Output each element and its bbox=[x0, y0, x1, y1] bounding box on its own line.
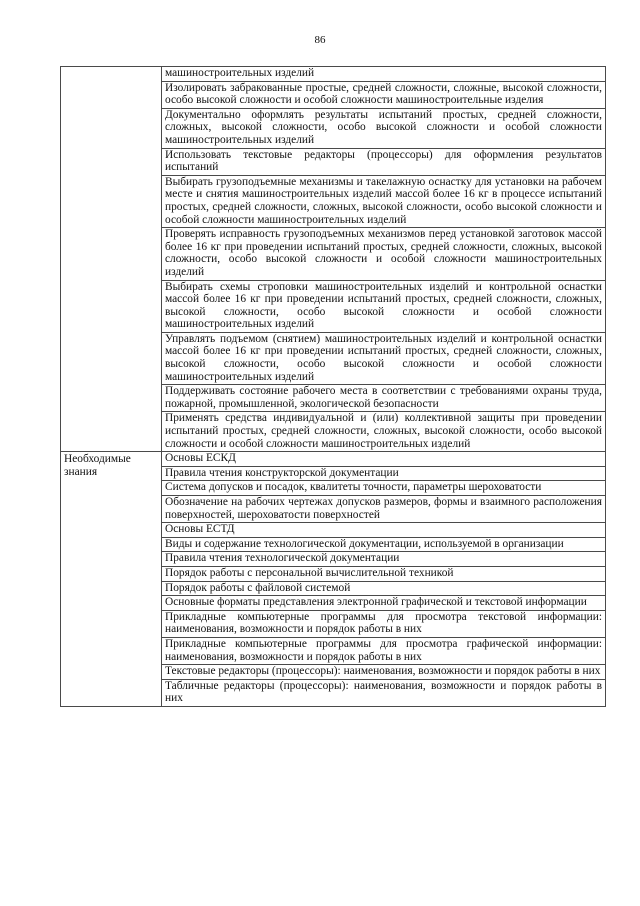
requirements-table-body bbox=[61, 67, 606, 707]
requirement-item: Выбирать грузоподъемные механизмы и такелажную оснастку для установки на рабочем месте и снятия машиностроительных изделий массой более 16 кг в процессе испытаний простых, средней сложности, сложных, высокой сложности, особо высокой сложности и особой сложности машиностроительных изделий bbox=[162, 175, 606, 227]
requirement-item: Порядок работы с файловой системой bbox=[162, 581, 606, 596]
requirement-item: Основы ЕСКД bbox=[162, 452, 606, 467]
requirement-item: Документально оформлять результаты испытаний простых, средней сложности, сложных, высокой сложности, особо высокой сложности и особой сложности машиностроительных изделий bbox=[162, 108, 606, 148]
requirement-item: Виды и содержание технологической документации, используемой в организации bbox=[162, 537, 606, 552]
requirement-item: Основы ЕСТД bbox=[162, 523, 606, 538]
requirement-item: Текстовые редакторы (процессоры): наименования, возможности и порядок работы в них bbox=[162, 665, 606, 680]
requirement-item: Обозначение на рабочих чертежах допусков размеров, формы и взаимного расположения поверхностей, шероховатости поверхностей bbox=[162, 496, 606, 523]
requirement-item: Система допусков и посадок, квалитеты точности, параметры шероховатости bbox=[162, 481, 606, 496]
section-label: Необходимые знания bbox=[61, 452, 162, 707]
requirement-item: Правила чтения технологической документации bbox=[162, 552, 606, 567]
requirement-item: Поддерживать состояние рабочего места в соответствии с требованиями охраны труда, пожарной, промышленной, экологической безопасности bbox=[162, 385, 606, 412]
page-number: 86 bbox=[314, 34, 326, 46]
requirement-item: Основные форматы представления электронной графической и текстовой информации bbox=[162, 596, 606, 611]
requirement-item: Использовать текстовые редакторы (процессоры) для оформления результатов испытаний bbox=[162, 148, 606, 175]
requirement-item: Порядок работы с персональной вычислительной техникой bbox=[162, 566, 606, 581]
requirement-item: Проверять исправность грузоподъемных механизмов перед установкой заготовок массой более 16 кг при проведении испытаний простых, средней сложности, сложных, высокой сложности, особо высокой сложности и особой сложности машиностроительных изделий bbox=[162, 228, 606, 280]
requirement-item: Управлять подъемом (снятием) машиностроительных изделий и контрольной оснастки массой более 16 кг при проведении испытаний простых, средней сложности, сложных, высокой сложности, особо высокой сложности и особой сложности машиностроительных изделий bbox=[162, 332, 606, 384]
section-label bbox=[61, 67, 162, 452]
requirement-item: Прикладные компьютерные программы для просмотра графической информации: наименования, возможности и порядок работы в них bbox=[162, 637, 606, 664]
table-row bbox=[61, 67, 606, 82]
requirement-item: Изолировать забракованные простые, средней сложности, сложные, высокой сложности, особо высокой сложности и особой сложности машиностроительные изделия bbox=[162, 81, 606, 108]
table-row bbox=[61, 452, 606, 467]
requirement-item: Правила чтения конструкторской документации bbox=[162, 466, 606, 481]
requirement-item: Табличные редакторы (процессоры): наименования, возможности и порядок работы в них bbox=[162, 679, 606, 706]
requirement-item: Применять средства индивидуальной и (или) коллективной защиты при проведении испытаний простых, средней сложности, сложных, высокой сложности, особо высокой сложности и особой сложности машиностроительных изделий bbox=[162, 412, 606, 452]
requirement-item: машиностроительных изделий bbox=[162, 67, 606, 82]
requirement-item: Выбирать схемы строповки машиностроительных изделий и контрольной оснастки массой более 16 кг при проведении испытаний простых, средней сложности, сложных, высокой сложности, особо высокой сложности и особой сложности машиностроительных изделий bbox=[162, 280, 606, 332]
requirements-table bbox=[60, 66, 606, 707]
requirement-item: Прикладные компьютерные программы для просмотра текстовой информации: наименования, возможности и порядок работы в них bbox=[162, 610, 606, 637]
